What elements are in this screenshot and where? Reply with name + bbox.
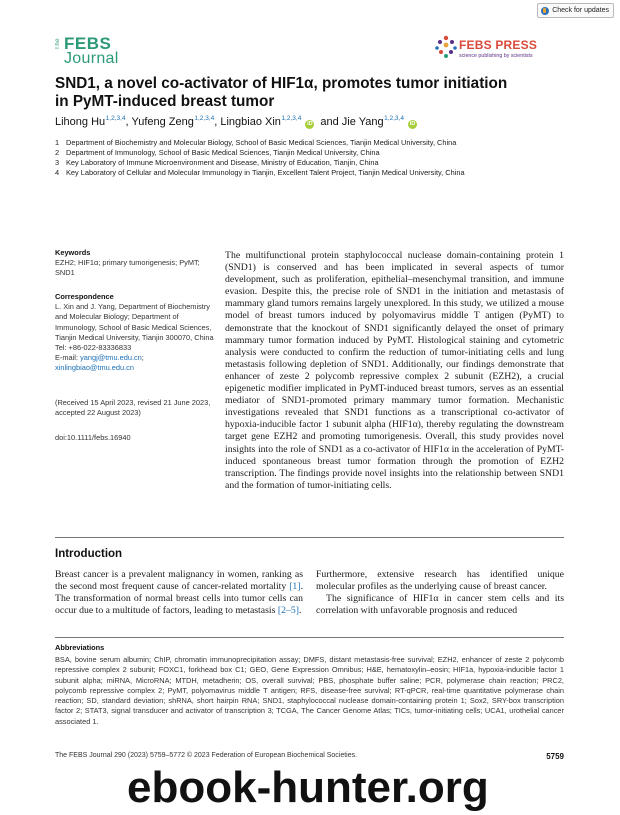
- doi[interactable]: doi:10.1111/febs.16940: [55, 433, 131, 442]
- check-for-updates-button[interactable]: [537, 3, 614, 18]
- author-list: Lihong Hu$^{1,2,3,4}$, Yufeng Zeng$^{1,2,3,4}$, Lingbiao Xin$^{1,2,3,4}$iD and Jie Yang$^{1,2,3,4}$iD: [55, 115, 416, 128]
- update-badge-icon: [541, 7, 549, 15]
- author-affil-sup[interactable]: 1,2,3,4: [105, 115, 126, 122]
- journal-logo-the: The: [55, 38, 61, 50]
- citation-link[interactable]: [1]: [289, 581, 301, 593]
- keywords-heading: Keywords: [55, 248, 91, 257]
- paragraph: The significance of HIF1α in cancer stem cells and its correlation with unfavorable prognosis and reduced: [316, 593, 564, 617]
- email-link[interactable]: yangj@tmu.edu.cn: [80, 353, 142, 363]
- correspondence-text: L. Xin and J. Yang, Department of Biochemistry and Molecular Biology; Department of Immunology, School of Basic Medical Sciences, Tianjin Medical University, Tianjin 300070, China: [55, 302, 214, 342]
- email-line: E-mail: yangj@tmu.edu.cn; xinlingbiao@tmu.edu.cn: [55, 353, 144, 373]
- section-divider: [55, 637, 564, 638]
- febs-press-name: FEBS PRESS: [459, 38, 538, 52]
- section-divider: [55, 537, 564, 538]
- watermark: ebook-hunter.org: [127, 763, 489, 812]
- check-for-updates-label: Check for updates: [552, 7, 609, 14]
- abstract-text: The multifunctional protein staphylococcal nuclease domain-containing protein 1 (SND1) is conserved and has been implicated in several aspects of tumor development, such as proliferation, epithelial–mesenchymal transition, and immune evasion. Despite this, the precise role of SND1 in the initiation and metastasis of mammary gland tumors remains largely unexplored. In this study, we utilized a mouse model of breast tumors induced by polyomavirus middle T antigen (PyMT) to demonstrate that the knockout of SND1 significantly delayed the onset of primary mammary tumor formation induced by PyMT. Histological staining and cytometric analysis were conducted to confirm the reduction of tumor-initiating cells and lung metastasis following depletion of SND1. Additionally, our findings demonstrate that enhancer of zeste 2 polycomb repressive complex 2 subunit (EZH2), a crucial epigenetic modifier implicated in PyMT-induced breast tumors, serves as an essential mediator of SND1-promoted primary mammary tumor formation. Mechanistic investigations revealed that SND1 functions as a transcriptional co-activator of hypoxia-inducible factor 1 subunit alpha (HIF1α), thereby regulating the downstream target gene EZH2 and promoting tumorigenesis. Overall, this study provides novel insights into the role of SND1 as a co-activator of HIF1α in the acceleration of PyMT-induced spontaneous breast tumor formation through the promotion of EZH2 transcription. The findings provide novel insights into the relationship between SND1 and the formation of tumor-initiating cells.: [225, 250, 564, 491]
- orcid-icon[interactable]: iD: [409, 121, 416, 127]
- received-dates: (Received 15 April 2023, revised 21 June 2023, accepted 22 August 2023): [55, 398, 211, 418]
- author-name: Jie Yang: [341, 116, 384, 128]
- introduction-left-column: Breast cancer is a prevalent malignancy in women, ranking as the second most frequent cause of cancer-related mortality [1]. The transformation of normal breast cells into tumor cells can occur due to a multitude of factors, leading to metastasis [2–5].: [55, 569, 303, 617]
- author-affil-sup[interactable]: 1,2,3,4: [384, 115, 404, 122]
- article-title: SND1, a novel co-activator of HIF1α, promotes tumor initiation in PyMT-induced breast tumor: [55, 75, 508, 110]
- keywords-block: [55, 248, 215, 279]
- correspondence-heading: Correspondence: [55, 292, 114, 301]
- febs-press-dots-icon: [434, 34, 458, 64]
- footer-citation: The FEBS Journal 290 (2023) 5759–5772 © 2023 Federation of European Biochemical Societies.: [55, 752, 358, 759]
- citation-link[interactable]: [2–5]: [277, 605, 299, 617]
- author-name: Lingbiao Xin: [220, 116, 281, 128]
- journal-logo-febs: FEBS: [64, 34, 112, 53]
- introduction-heading: Introduction: [55, 548, 123, 560]
- author-name: Lihong Hu: [55, 116, 106, 128]
- email-link[interactable]: xinlingbiao@tmu.edu.cn: [55, 363, 134, 373]
- page-number: 5759: [546, 752, 564, 761]
- correspondence-block: [55, 292, 215, 374]
- author-affil-sup[interactable]: 1,2,3,4: [194, 115, 215, 122]
- keywords-text: EZH2; HIF1α; primary tumorigenesis; PyMT; SND1: [55, 258, 200, 278]
- affiliation: 3 Key Laboratory of Immune Microenvironment and Disease, Ministry of Education, Tianjin, China: [55, 158, 379, 167]
- page-footer: [55, 752, 564, 759]
- introduction-right-column: [316, 569, 564, 617]
- abbreviations-heading: Abbreviations: [55, 643, 105, 652]
- affiliation: 4 Key Laboratory of Cellular and Molecular Immunology in Tianjin, Excellent Talent Project, Tianjin Medical University, China: [55, 168, 465, 177]
- journal-logo-journal: Journal: [64, 50, 119, 67]
- telephone: Tel: +86-022-83336833: [55, 343, 132, 353]
- affiliation: 2 Department of Immunology, School of Basic Medical Sciences, Tianjin Medical University, China: [55, 148, 380, 157]
- orcid-icon[interactable]: iD: [307, 121, 313, 127]
- author-name: Yufeng Zeng: [131, 116, 194, 128]
- febs-press-logo: [434, 34, 549, 66]
- affiliation: 1 Department of Biochemistry and Molecular Biology, School of Basic Medical Sciences, Tianjin Medical University, China: [55, 138, 457, 147]
- paragraph: Furthermore, extensive research has identified unique molecular profiles as the underlying cause of breast cancer.: [316, 569, 564, 593]
- febs-press-tagline: science publishing by scientists: [459, 53, 533, 59]
- author-affil-sup[interactable]: 1,2,3,4: [281, 115, 302, 122]
- abbreviations-text: BSA, bovine serum albumin; ChIP, chromatin immunoprecipitation assay; DMFS, distant metastasis-free survival; EZH2, enhancer of zeste 2 polycomb repressive complex 2 subunit; FOXC1, forkhead box C1; GEO, Gene Expression Omnibus; H&E, hematoxylin–eosin; HIF1a, hypoxia-inducible factor 1 subunit alpha; miRNA, MicroRNA; MTDH, metadherin; OS, overall survival; PBS, phosphate buffer saline; PCR, polymerase chain reaction; PRC2, polycomb repressive complex 2; PyMT, polyomavirus middle T antigen; RFS, disease-free survival; RT-qPCR, real-time quantitative polymerase chain reaction; SD, standard deviation; shRNA, short hairpin RNA; SND1, staphylococcal nuclease domain-containing protein 1; Sox2, SRY-box transcription factor 2; STAT3, signal transducer and activator of transcription 3; TCGA, The Cancer Genome Atlas; TICs, tumor-initiating cells; UCA1, urothelial cancer associated 1.: [55, 655, 564, 726]
